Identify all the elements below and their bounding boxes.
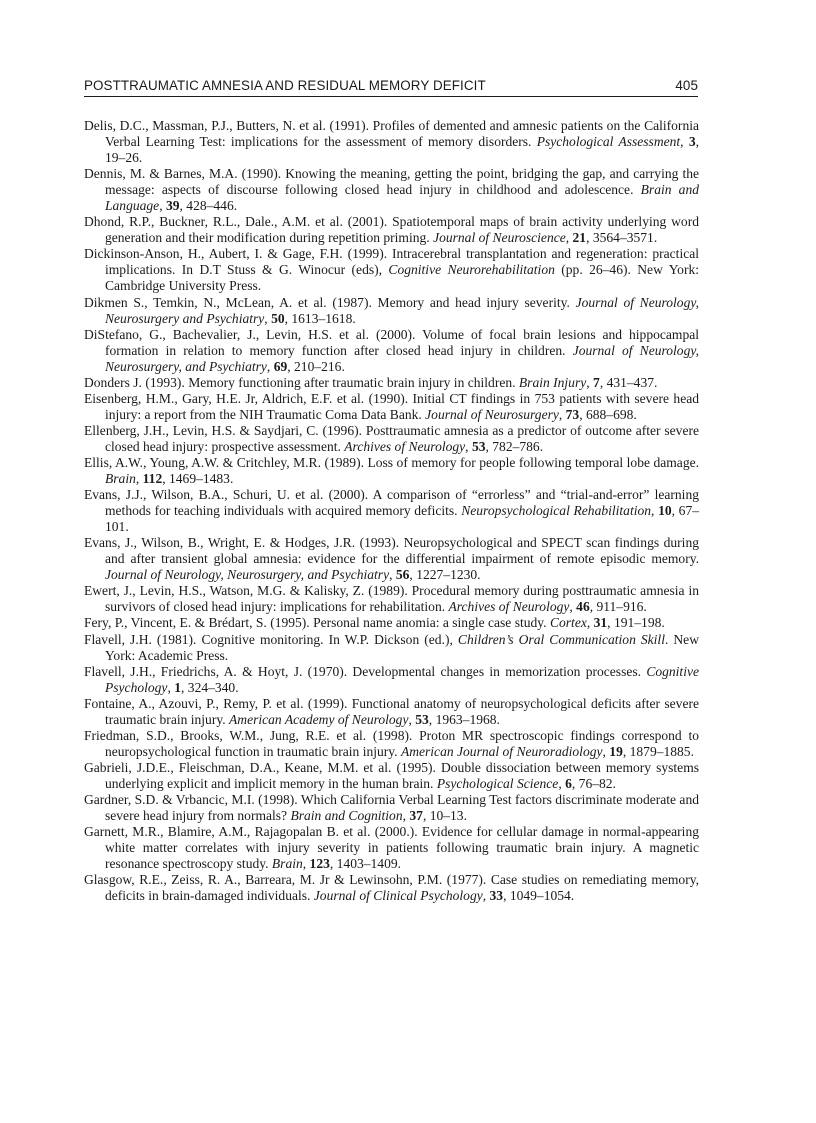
reference-text: Flavell, J.H. (1981). Cognitive monitoring. In W.P. Dickson (ed.), [84,631,458,647]
reference-journal: Journal of Neurology, Neurosurgery and Psychiatry [105,294,700,326]
reference-pages: , 1403–1409. [329,856,401,872]
reference-entry [84,728,699,760]
reference-entry [84,391,699,423]
reference-volume: 10 [658,503,672,519]
reference-volume: 53 [471,438,486,454]
reference-text: DiStefano, G., Bachevalier, J., Levin, H.S. et al. (2000). Volume of focal brain lesions and hippocampal formation in relation to memory function after closed head injury in children. [84,326,699,358]
reference-pages: , 10–13. [422,808,467,824]
reference-journal: Brain and Cognition [290,808,403,824]
reference-volume: 123 [309,856,330,872]
reference-text: Gardner, S.D. & Vrbancic, M.I. (1998). Which California Verbal Learning Test factors discriminate moderate and severe head injury from normals? [84,791,699,824]
reference-journal: Brain [271,856,303,872]
reference-pages: , 67–101. [105,503,699,535]
reference-journal: American Journal of Neuroradiology [400,743,603,759]
reference-journal: Brain Injury [518,374,587,390]
reference-volume: 33 [489,888,504,904]
reference-volume: 73 [565,406,580,422]
reference-volume: 31 [593,615,608,631]
reference-text: Evans, J., Wilson, B., Wright, E. & Hodges, J.R. (1993). Neuropsychological and SPECT scan findings during and after transient global amnesia: evidence for the differential impairment of remote episodic memory. [84,535,699,567]
reference-separator: , [558,775,566,791]
reference-separator: , [680,134,689,150]
reference-volume: 3 [688,134,696,150]
reference-text: Glasgow, R.E., Zeiss, R. A., Barreara, M. Jr & Lewinsohn, P.M. (1977). Case studies on remediating memory, deficits in brain-damaged individuals. [84,872,699,904]
reference-separator: , [302,856,310,872]
reference-volume: 56 [395,567,410,583]
reference-journal: Archives of Neurology [448,599,570,615]
reference-journal: Children’s Oral Communication Skill [457,631,665,647]
reference-separator: , [565,230,573,246]
reference-text: Garnett, M.R., Blamire, A.M., Rajagopalan B. et al. (2000.). Evidence for cellular damage in normal-appearing white matter correlates with injury severity in patients following traumatic brain injury. A magnetic resonance spectroscopy study. [84,824,699,872]
reference-separator: , [586,374,594,390]
reference-journal: Cognitive Neurorehabilitation [388,262,555,278]
reference-volume: 1 [174,679,182,695]
reference-separator: , [159,198,166,214]
reference-separator: , [651,503,659,519]
reference-entry [84,696,699,728]
reference-separator: , [135,471,143,487]
reference-text: Dikmen S., Temkin, N., McLean, A. et al. (1987). Memory and head injury severity. [84,294,576,310]
reference-volume: 50 [271,310,285,326]
reference-text: Ellis, A.W., Young, A.W. & Critchley, M.R. (1989). Loss of memory for people following temporal lobe damage. [84,454,699,470]
reference-pages: . New York: Academic Press. [105,631,699,663]
reference-volume: 39 [165,198,180,214]
reference-journal: Cognitive Psychology [105,663,699,695]
page-number: 405 [675,78,698,93]
reference-entry [84,535,699,583]
reference-pages: , 431–437. [599,374,658,390]
reference-pages: , 1469–1483. [162,471,234,487]
reference-journal: Cortex [549,615,587,631]
reference-pages: , 210–216. [287,358,345,374]
reference-text: Donders J. (1993). Memory functioning after traumatic brain injury in children. [84,374,519,390]
reference-separator: , [569,599,577,615]
reference-journal: Archives of Neurology [344,438,466,454]
reference-separator: , [602,743,610,759]
reference-journal: Psychological Assessment [536,134,681,150]
reference-separator: , [167,679,175,695]
reference-entry [84,214,699,246]
reference-entry [84,166,699,214]
reference-separator: , [465,438,472,454]
reference-volume: 53 [415,711,429,727]
reference-journal: Journal of Neurosurgery [425,406,559,422]
reference-entry [84,487,699,535]
reference-entry [84,295,699,327]
reference-pages: , 76–82. [571,775,616,791]
reference-entry [84,327,699,375]
reference-volume: 69 [273,358,288,374]
reference-volume: 6 [565,775,572,791]
reference-journal: Journal of Neurology, Neurosurgery, and Psychiatry [105,342,700,374]
reference-pages: , 1613–1618. [284,310,356,326]
reference-text: Ellenberg, J.H., Levin, H.S. & Saydjari, C. (1996). Posttraumatic amnesia as a predictor of outcome after severe closed head injury: prospective assessment. [84,422,699,454]
reference-text: Eisenberg, H.M., Gary, H.E. Jr, Aldrich, E.F. et al. (1990). Initial CT findings in 753 patients with severe head injury: a report from the NIH Traumatic Coma Data Bank. [84,390,699,422]
reference-journal: American Academy of Neurology [229,711,409,727]
reference-text: Gabrieli, J.D.E., Fleischman, D.A., Keane, M.M. et al. (1995). Double dissociation between memory systems underlying explicit and implicit memory in the human brain. [84,759,699,791]
reference-pages: , 911–916. [589,599,647,615]
reference-pages: , 782–786. [485,438,544,454]
reference-entry [84,423,699,455]
reference-volume: 21 [572,230,587,246]
reference-text: Fontaine, A., Azouvi, P., Remy, P. et al. (1999). Functional anatomy of neuropsychological deficits after severe traumatic brain injury. [84,695,699,727]
reference-pages: , 1227–1230. [409,567,481,583]
reference-journal: Journal of Clinical Psychology [313,888,483,904]
reference-text: Evans, J.J., Wilson, B.A., Schuri, U. et al. (2000). A comparison of “errorless” and “trial-and-error” learning methods for teaching individuals with acquired memory deficits. [84,487,699,519]
reference-text: Flavell, J.H., Friedrichs, A. & Hoyt, J. (1970). Developmental changes in memorization processes. [84,663,647,679]
reference-journal: Brain and Language [105,182,699,214]
reference-entry [84,632,699,664]
reference-volume: 19 [609,743,623,759]
reference-separator: , [264,310,272,326]
reference-journal: Brain [105,471,136,487]
reference-list [84,118,699,904]
reference-entry [84,615,699,631]
reference-volume: 112 [142,471,163,487]
reference-entry [84,824,699,872]
reference-pages: , 1963–1968. [428,711,500,727]
reference-pages: , 191–198. [607,615,665,631]
reference-pages: (pp. 26–46). New York: Cambridge University Press. [105,262,699,294]
reference-entry [84,664,699,696]
reference-pages: , 1879–1885. [622,743,694,759]
reference-text: Dickinson-Anson, H., Aubert, I. & Gage, F.H. (1999). Intracerebral transplantation and regeneration: practical implications. In D.T Stuss & G. Winocur (eds), [84,246,699,278]
reference-journal: Neuropsychological Rehabilitation [461,503,652,519]
reference-pages: , 428–446. [179,198,238,214]
reference-entry [84,872,699,904]
reference-entry [84,118,699,166]
reference-volume: 7 [593,374,600,390]
running-title: POSTTRAUMATIC AMNESIA AND RESIDUAL MEMORY DEFICIT [84,78,486,93]
reference-entry [84,455,699,487]
running-head [84,74,698,97]
reference-pages: , 324–340. [181,679,239,695]
reference-journal: Journal of Neuroscience [433,230,566,246]
reference-text: Fery, P., Vincent, E. & Brédart, S. (1995). Personal name anomia: a single case study. [84,615,550,631]
reference-entry [84,583,699,615]
reference-pages: , 1049–1054. [503,888,575,904]
reference-entry [84,246,699,294]
reference-separator: , [558,406,566,422]
reference-separator: , [266,358,274,374]
reference-entry [84,375,699,391]
reference-entry [84,760,699,792]
reference-entry [84,792,699,824]
reference-text: Dhond, R.P., Buckner, R.L., Dale., A.M. et al. (2001). Spatiotemporal maps of brain activity underlying word generation and their modification during repetition priming. [84,214,699,246]
reference-separator: , [482,888,490,904]
reference-separator: , [408,711,416,727]
reference-text: Dennis, M. & Barnes, M.A. (1990). Knowing the meaning, getting the point, bridging the gap, and carrying the message: aspects of discourse following closed head injury in childhood and adolescence. [84,166,699,198]
reference-pages: , 3564–3571. [586,230,658,246]
reference-journal: Psychological Science [436,775,559,791]
reference-pages: , 688–698. [579,406,637,422]
reference-volume: 37 [409,808,423,824]
reference-pages: , 19–26. [105,134,699,166]
reference-text: Ewert, J., Levin, H.S., Watson, M.G. & Kalisky, Z. (1989). Procedural memory during posttraumatic amnesia in survivors of closed head injury: implications for rehabilitation. [84,583,699,615]
reference-text: Friedman, S.D., Brooks, W.M., Jung, R.E. et al. (1998). Proton MR spectroscopic findings correspond to neuropsychological function in traumatic brain injury. [84,727,699,759]
reference-volume: 46 [576,599,590,615]
reference-journal: Journal of Neurology, Neurosurgery, and Psychiatry [105,567,390,583]
reference-separator: , [389,567,396,583]
reference-text: Delis, D.C., Massman, P.J., Butters, N. et al. (1991). Profiles of demented and amnesic patients on the California Verbal Learning Test: implications for the assessment of memory disorders. [84,118,699,150]
reference-separator: , [402,808,410,824]
reference-separator: , [586,615,594,631]
